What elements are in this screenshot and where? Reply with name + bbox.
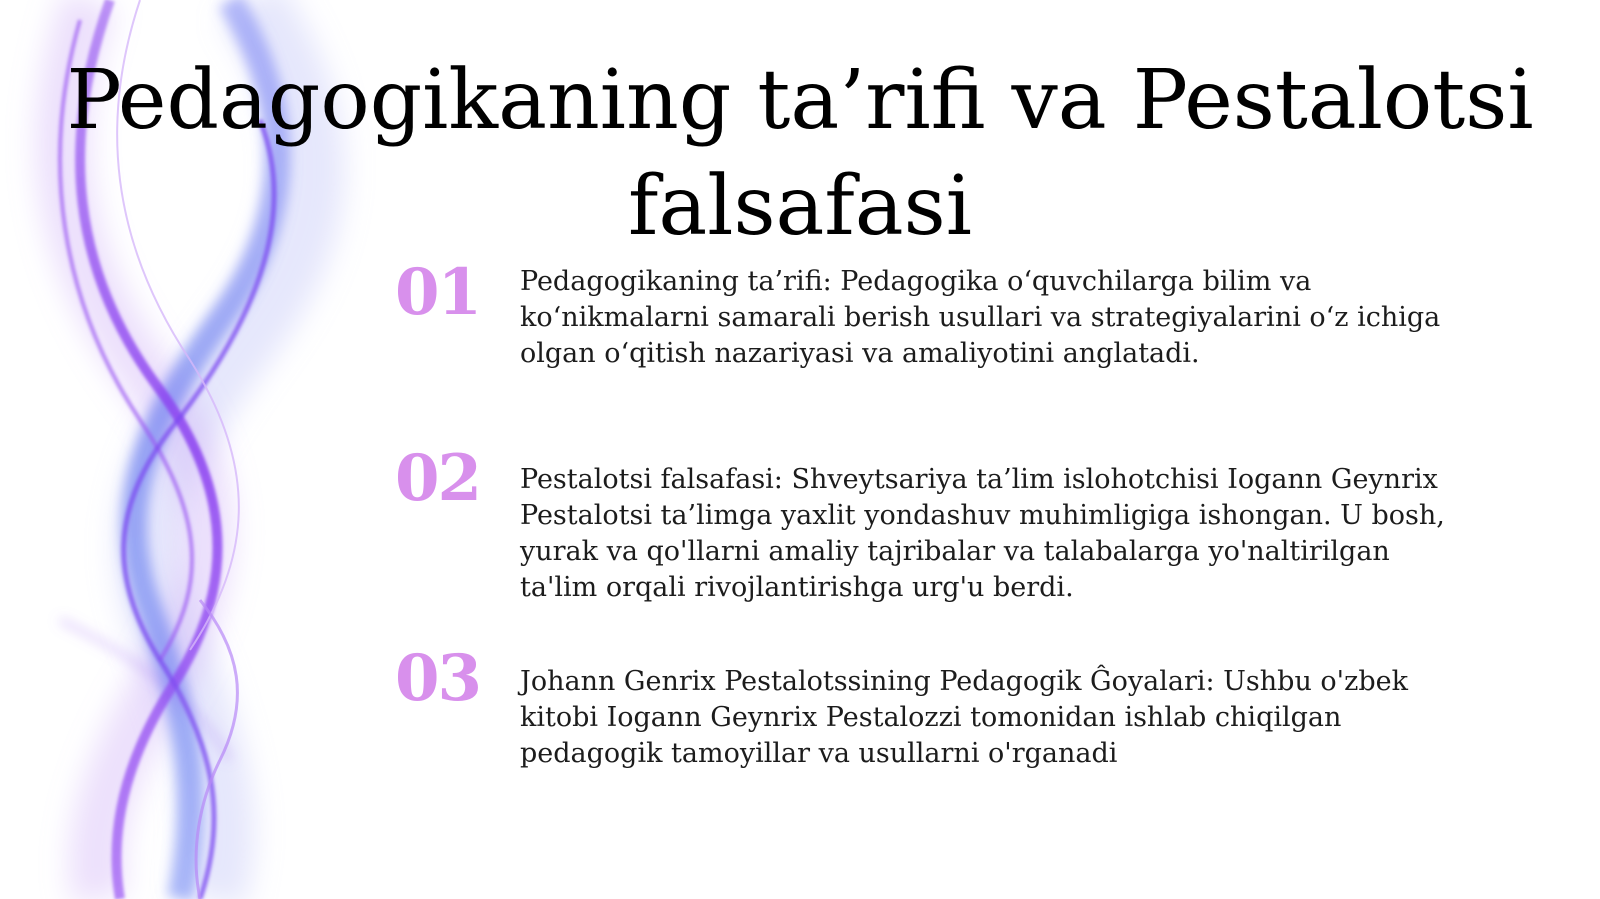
item-number: 02 [395,441,481,516]
list-item [395,641,1455,772]
item-number: 03 [395,641,481,716]
list-item [395,441,1455,606]
item-number: 01 [395,255,481,330]
slide-title: Pedagogikaning ta’rifi va Pestalotsi falsafasi [66,53,1534,254]
item-text: Pedagogikaning ta’rifi: Pedagogika o‘quvchilarga bilim va ko‘nikmalarni samarali berish usullari va strategiyalarini o‘z ichiga olgan o‘qitish nazariyasi va amaliyotini anglatadi. [520,266,1441,369]
list-item [395,255,1455,372]
item-text: Pestalotsi falsafasi: Shveytsariya ta’lim islohotchisi Iogann Geynrix Pestalotsi ta’limga yaxlit yondashuv muhimligiga ishongan. U bosh, yurak va qo'llarni amaliy tajribalar va talabalarga yo'naltirilgan ta'lim orqali rivojlantirishga urg'u berdi. [520,464,1445,603]
item-text: Johann Genrix Pestalotssining Pedagogik Ĝoyalari: Ushbu o'zbek kitobi Iogann Geynrix Pestalozzi tomonidan ishlab chiqilgan pedagogik tamoyillar va usullarni o'rganadi [520,666,1408,769]
